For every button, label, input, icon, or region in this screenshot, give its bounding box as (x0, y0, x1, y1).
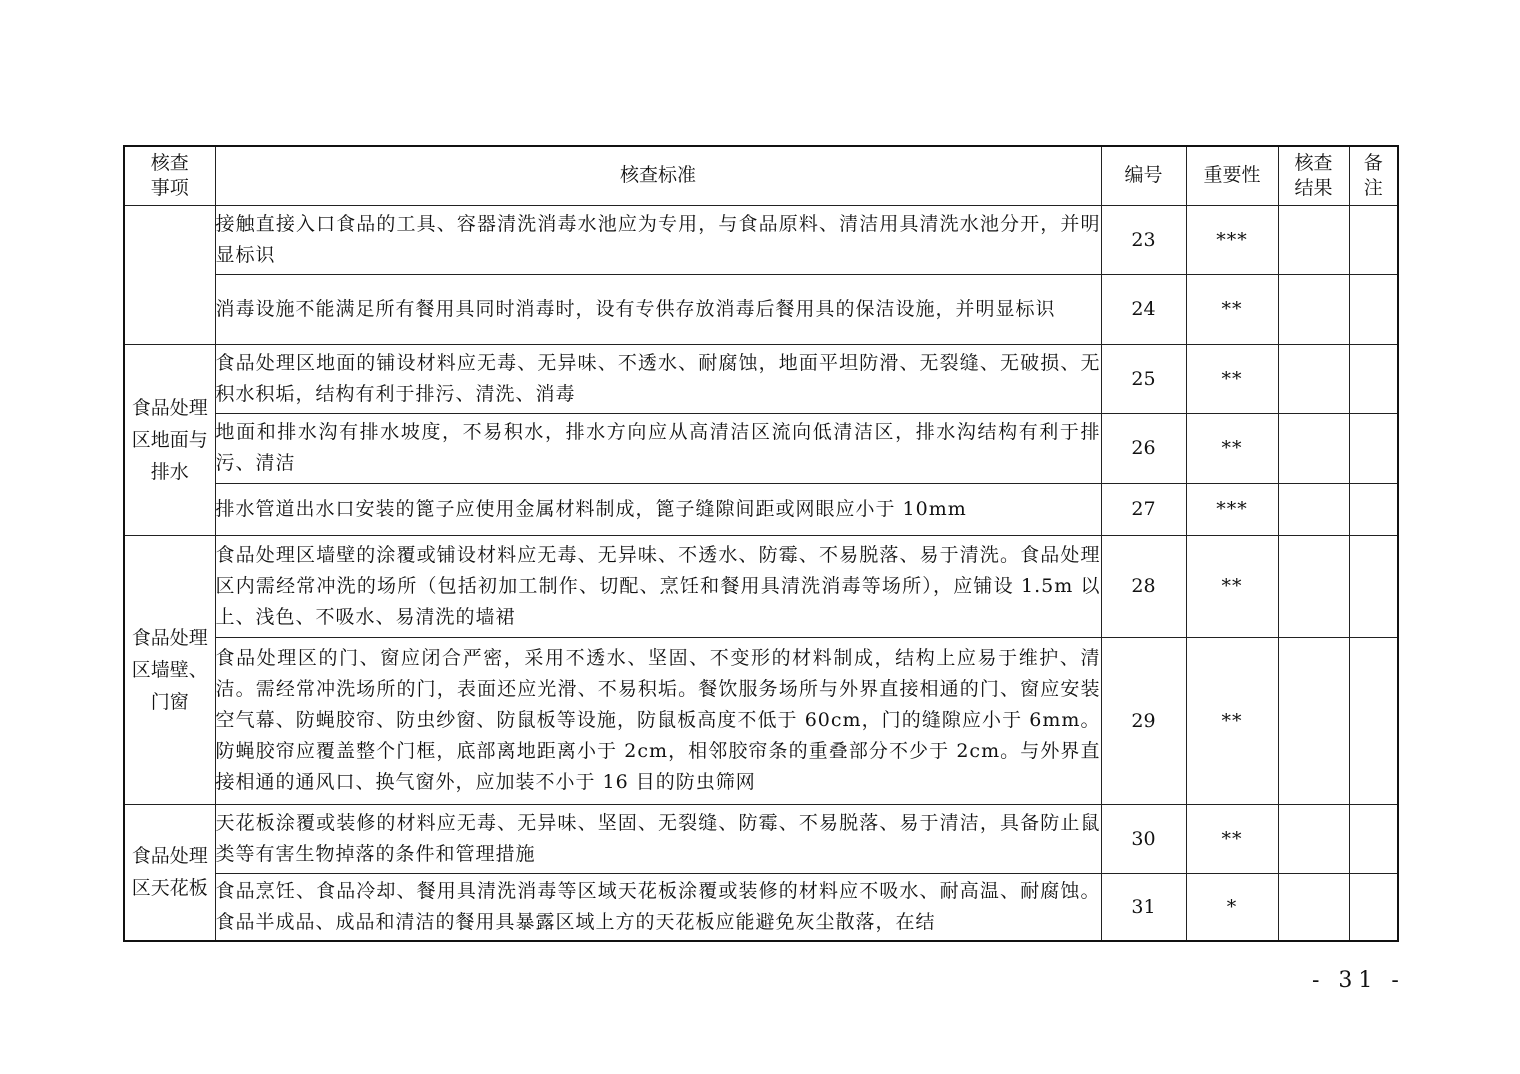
remark-cell[interactable] (1349, 344, 1398, 413)
number-cell: 26 (1101, 413, 1186, 483)
header-row (124, 146, 1398, 205)
header-result: 核查 结果 (1278, 146, 1349, 205)
table-row (124, 274, 1398, 344)
standard-cell: 排水管道出水口安装的篦子应使用金属材料制成，篦子缝隙间距或网眼应小于 10mm (215, 483, 1101, 535)
importance-cell: ** (1186, 274, 1278, 344)
importance-cell: ** (1186, 535, 1278, 637)
table-row (124, 205, 1398, 274)
number-cell: 29 (1101, 637, 1186, 804)
number-cell: 31 (1101, 873, 1186, 941)
importance-cell: ** (1186, 413, 1278, 483)
number-cell: 30 (1101, 804, 1186, 873)
category-cell (124, 205, 215, 344)
remark-cell[interactable] (1349, 483, 1398, 535)
result-cell[interactable] (1278, 637, 1349, 804)
remark-cell[interactable] (1349, 413, 1398, 483)
result-cell[interactable] (1278, 535, 1349, 637)
number-cell: 25 (1101, 344, 1186, 413)
importance-cell: * (1186, 873, 1278, 941)
result-cell[interactable] (1278, 483, 1349, 535)
table-row (124, 344, 1398, 413)
standard-cell: 食品处理区墙壁的涂覆或铺设材料应无毒、无异味、不透水、防霉、不易脱落、易于清洗。食品处理区内需经常冲洗的场所（包括初加工制作、切配、烹饪和餐用具清洗消毒等场所），应铺设 1.5m 以上、浅色、不吸水、易清洗的墙裙 (215, 535, 1101, 637)
result-cell[interactable] (1278, 873, 1349, 941)
page-number: - 31 - (1312, 968, 1405, 993)
importance-cell: ** (1186, 344, 1278, 413)
standard-cell: 天花板涂覆或装修的材料应无毒、无异味、坚固、无裂缝、防霉、不易脱落、易于清洁，具备防止鼠类等有害生物掉落的条件和管理措施 (215, 804, 1101, 873)
number-cell: 27 (1101, 483, 1186, 535)
category-cell: 食品处理区墙壁、门窗 (124, 535, 215, 804)
standard-cell: 地面和排水沟有排水坡度，不易积水，排水方向应从高清洁区流向低清洁区，排水沟结构有利于排污、清洁 (215, 413, 1101, 483)
table-row (124, 483, 1398, 535)
importance-cell: *** (1186, 483, 1278, 535)
inspection-table (123, 145, 1399, 942)
standard-cell: 消毒设施不能满足所有餐用具同时消毒时，设有专供存放消毒后餐用具的保洁设施，并明显标识 (215, 274, 1101, 344)
header-remark: 备 注 (1349, 146, 1398, 205)
importance-cell: ** (1186, 637, 1278, 804)
table-row (124, 804, 1398, 873)
result-cell[interactable] (1278, 274, 1349, 344)
remark-cell[interactable] (1349, 873, 1398, 941)
standard-cell: 食品烹饪、食品冷却、餐用具清洗消毒等区域天花板涂覆或装修的材料应不吸水、耐高温、耐腐蚀。食品半成品、成品和清洁的餐用具暴露区域上方的天花板应能避免灰尘散落，在结 (215, 873, 1101, 941)
standard-cell: 食品处理区的门、窗应闭合严密，采用不透水、坚固、不变形的材料制成，结构上应易于维护、清洁。需经常冲洗场所的门，表面还应光滑、不易积垢。餐饮服务场所与外界直接相通的门、窗应安装空气幕、防蝇胶帘、防虫纱窗、防鼠板等设施，防鼠板高度不低于 60cm，门的缝隙应小于 6mm。防蝇胶帘应覆盖整个门框，底部离地距离小于 2cm，相邻胶帘条的重叠部分不少于 2cm。与外界直接相通的通风口、换气窗外，应加装不小于 16 目的防虫筛网 (215, 637, 1101, 804)
number-cell: 28 (1101, 535, 1186, 637)
result-cell[interactable] (1278, 344, 1349, 413)
result-cell[interactable] (1278, 205, 1349, 274)
header-number: 编号 (1101, 146, 1186, 205)
table-row (124, 637, 1398, 804)
remark-cell[interactable] (1349, 804, 1398, 873)
table-row (124, 535, 1398, 637)
standard-cell: 食品处理区地面的铺设材料应无毒、无异味、不透水、耐腐蚀，地面平坦防滑、无裂缝、无破损、无积水积垢，结构有利于排污、清洗、消毒 (215, 344, 1101, 413)
result-cell[interactable] (1278, 413, 1349, 483)
remark-cell[interactable] (1349, 535, 1398, 637)
number-cell: 24 (1101, 274, 1186, 344)
table-row (124, 413, 1398, 483)
remark-cell[interactable] (1349, 637, 1398, 804)
number-cell: 23 (1101, 205, 1186, 274)
remark-cell[interactable] (1349, 205, 1398, 274)
result-cell[interactable] (1278, 804, 1349, 873)
importance-cell: ** (1186, 804, 1278, 873)
table-row (124, 873, 1398, 941)
header-category: 核查 事项 (124, 146, 215, 205)
remark-cell[interactable] (1349, 274, 1398, 344)
header-importance: 重要性 (1186, 146, 1278, 205)
standard-cell: 接触直接入口食品的工具、容器清洗消毒水池应为专用，与食品原料、清洁用具清洗水池分开，并明显标识 (215, 205, 1101, 274)
category-cell: 食品处理区天花板 (124, 804, 215, 941)
importance-cell: *** (1186, 205, 1278, 274)
category-cell: 食品处理区地面与排水 (124, 344, 215, 535)
header-standard: 核查标准 (215, 146, 1101, 205)
